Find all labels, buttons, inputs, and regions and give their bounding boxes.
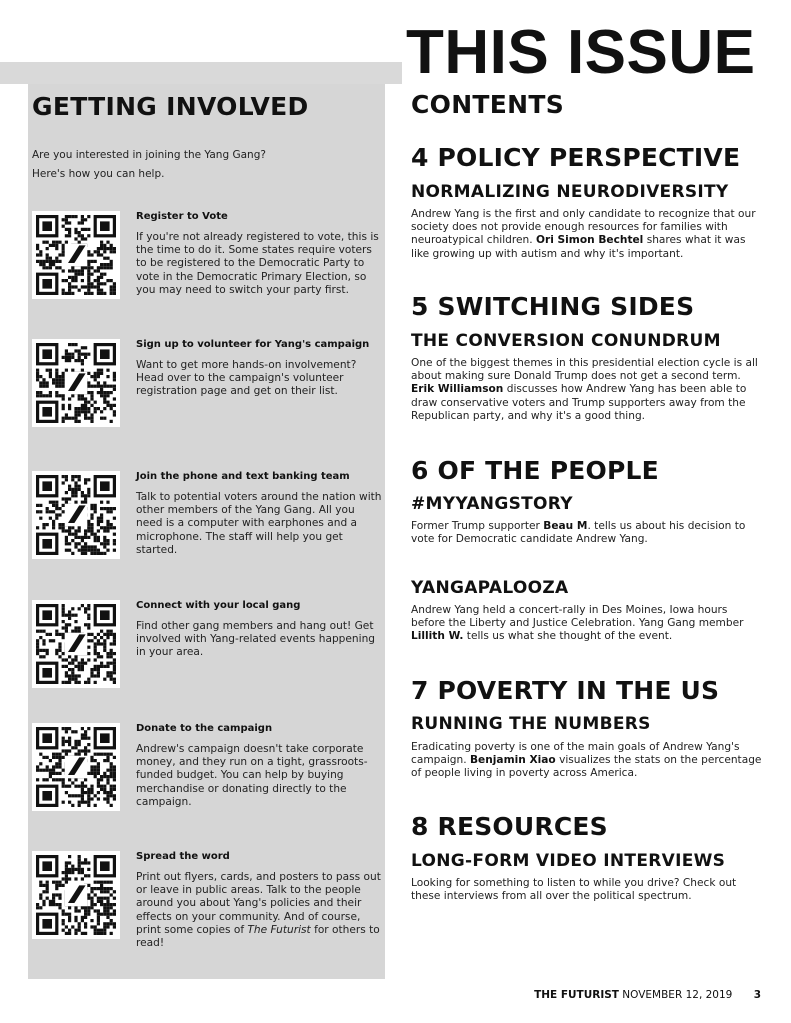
publication-name: The Futurist [247,923,311,936]
article-title: NORMALIZING NEURODIVERSITY [411,182,729,202]
entry-body: Andrew's campaign doesn't take corporate money, and they run on a tight, grassroots-funded budget. You can help by buying merchandise or donating directly to the campaign. [136,743,368,808]
contents-heading: CONTENTS [411,90,565,119]
author-name: Benjamin Xiao [469,754,556,767]
article-title: THE CONVERSION CONUNDRUM [411,331,721,351]
section-heading: 6 OF THE PEOPLE [411,456,659,485]
entry-body: Talk to potential voters around the nation with other members of the Yang Gang. All you need is a computer with earphones and a microphone. The staff will help you get started. [136,491,382,556]
qr-code-icon[interactable] [32,723,120,811]
sidebar-intro-line-1: Are you interested in joining the Yang Gang? [32,149,266,161]
article-summary: Andrew Yang is the first and only candidate to recognize that our society does not provide enough resources for families with neuroatypical children. Ori Simon Bechtel shares what it was like growing up with autism and why it's important. [411,208,756,260]
entry-title: Connect with your local gang [136,600,301,611]
entry-title: Donate to the campaign [136,723,273,734]
qr-code-icon[interactable] [32,600,120,688]
author-name: Beau M [543,520,588,532]
author-name: Erik Williamson [411,383,504,396]
article-summary: Looking for something to listen to while you drive? Check out these interviews from all over the political spectrum. [411,877,737,903]
entry-body: If you're not already registered to vote, this is the time to do it. Some states require voters to be registered to the Democratic Party to vote in the Democratic Primary Election, so you may need to switch your party first. [136,231,379,296]
article-title: #MYYANGSTORY [411,494,573,514]
sidebar-intro-line-2: Here's how you can help. [32,168,165,180]
page-footer [534,989,761,1001]
entry-title: Spread the word [136,851,230,862]
article-title: LONG-FORM VIDEO INTERVIEWS [411,851,726,871]
qr-code-icon[interactable] [32,339,120,427]
article-summary: Eradicating poverty is one of the main goals of Andrew Yang's campaign. Benjamin Xiao visualizes the stats on the percentage of people living in poverty across America. [411,741,762,780]
masthead [402,20,791,86]
qr-code-icon[interactable] [32,211,120,299]
author-name: Ori Simon Bechtel [536,234,644,247]
qr-code-icon[interactable] [32,851,120,939]
footer-publication: THE FUTURIST [534,989,619,1001]
entry-title: Join the phone and text banking team [136,471,350,482]
author-name: Lillith W. [411,630,464,643]
section-heading: 4 POLICY PERSPECTIVE [411,143,741,172]
page-title: THIS ISSUE [406,18,756,87]
getting-involved-sidebar [28,84,385,979]
article-summary: One of the biggest themes in this presidential election cycle is all about making sure Donald Trump does not get a second term. Erik Williamson discusses how Andrew Yang has been able to draw conservative voters and Trump supporters away from the Republican party, and why it's a good thing. [411,357,758,422]
page-number: 3 [753,989,761,1001]
entry-title: Register to Vote [136,211,228,222]
entry-body: Print out flyers, cards, and posters to pass out or leave in public areas. Talk to the people around you about Yang's policies and their effects on your community. And of course, print some copies of The Futurist for others to read! [136,871,381,950]
footer-date: NOVEMBER 12, 2019 [622,989,733,1001]
qr-code-icon[interactable] [32,471,120,559]
article-summary: Former Trump supporter Beau M. tells us about his decision to vote for Democratic candidate Andrew Yang. [411,520,746,546]
entry-body: Find other gang members and hang out! Get involved with Yang-related events happening in your area. [136,620,376,659]
article-summary: Andrew Yang held a concert-rally in Des Moines, Iowa hours before the Liberty and Justice Celebration. Yang Gang member Lillith W. tells us what she thought of the event. [411,604,744,643]
section-heading: 5 SWITCHING SIDES [411,292,695,321]
sidebar-title: GETTING INVOLVED [32,92,309,121]
section-heading: 7 POVERTY IN THE US [411,676,720,705]
article-title: YANGAPALOOZA [411,578,569,598]
entry-body: Want to get more hands-on involvement? Head over to the campaign's volunteer registration page and get on their list. [136,359,357,398]
entry-title: Sign up to volunteer for Yang's campaign [136,339,370,350]
article-title: RUNNING THE NUMBERS [411,714,651,734]
section-heading: 8 RESOURCES [411,812,608,841]
